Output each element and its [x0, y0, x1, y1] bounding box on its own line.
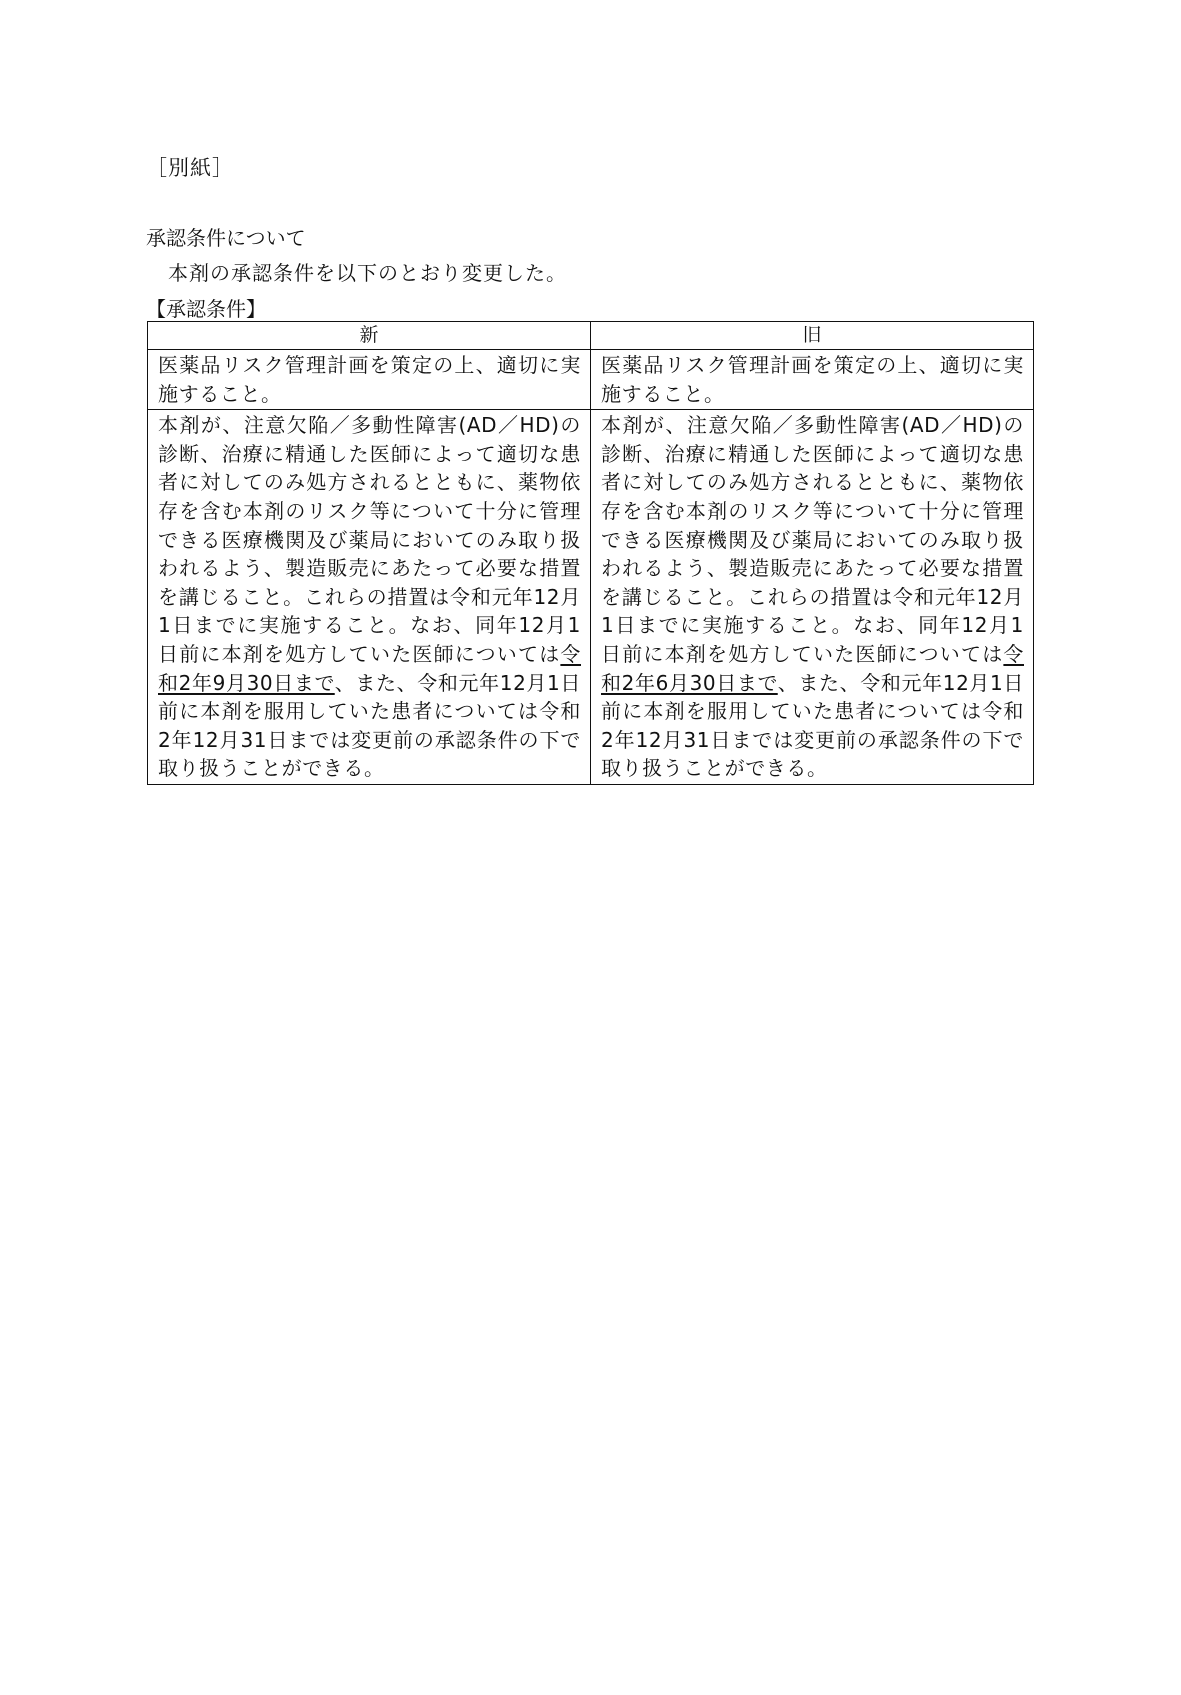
cell-old-measures — [591, 410, 1034, 785]
header-old: 旧 — [591, 322, 1034, 350]
table-row — [148, 350, 1034, 410]
cell-old-rmp: 医薬品リスク管理計画を策定の上、適切に実施すること。 — [591, 350, 1034, 410]
section-heading: 承認条件について — [146, 226, 306, 250]
old-text-after: 、また、令和元年12月1日前に本剤を服用していた患者については令和2年12月31日までは変更前の承認条件の下で取り扱うことができる。 — [601, 670, 1024, 781]
attachment-label: ［別紙］ — [146, 156, 234, 180]
intro-text: 本剤の承認条件を以下のとおり変更した。 — [168, 261, 567, 285]
old-underlined-date: 令和2年6月30日まで — [601, 641, 1024, 695]
cell-new-measures — [148, 410, 591, 785]
old-text-before: 本剤が、注意欠陥／多動性障害(AD／HD)の診断、治療に精通した医師によって適切な患者に対してのみ処方されるとともに、薬物依存を含む本剤のリスク等について十分に管理できる医療機関及び薬局においてのみ取り扱われるよう、製造販売にあたって必要な措置を講じること。これらの措置は令和元年12月1日までに実施すること。なお、同年12月1日前に本剤を処方していた医師については — [601, 413, 1024, 666]
header-new: 新 — [148, 322, 591, 350]
new-text-before: 本剤が、注意欠陥／多動性障害(AD／HD)の診断、治療に精通した医師によって適切な患者に対してのみ処方されるとともに、薬物依存を含む本剤のリスク等について十分に管理できる医療機関及び薬局においてのみ取り扱われるよう、製造販売にあたって必要な措置を講じること。これらの措置は令和元年12月1日までに実施すること。なお、同年12月1日前に本剤を処方していた医師については — [158, 413, 581, 666]
table-header-row — [148, 322, 1034, 350]
approval-conditions-table — [147, 321, 1034, 785]
cell-new-rmp: 医薬品リスク管理計画を策定の上、適切に実施すること。 — [148, 350, 591, 410]
table-label: 【承認条件】 — [146, 297, 266, 321]
new-text-after: 、また、令和元年12月1日前に本剤を服用していた患者については令和2年12月31日までは変更前の承認条件の下で取り扱うことができる。 — [158, 670, 581, 781]
new-underlined-date: 令和2年9月30日まで — [158, 641, 581, 695]
table-row — [148, 410, 1034, 785]
